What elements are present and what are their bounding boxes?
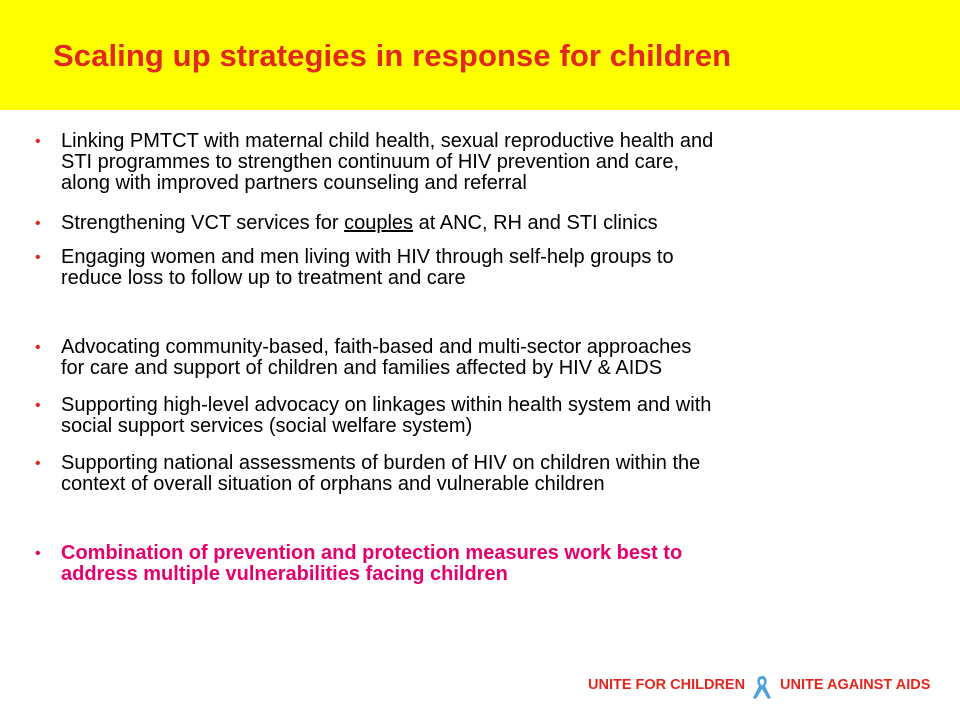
bullet-line: address multiple vulnerabilities facing children: [61, 563, 508, 585]
bullet-line: social support services (social welfare system): [61, 415, 473, 437]
bullet-dot: •: [35, 397, 41, 414]
bullet-line: Combination of prevention and protection measures work best to: [61, 542, 683, 564]
bullet-text: Strengthening VCT services for: [61, 212, 345, 234]
footer-unite-against-aids: UNITE AGAINST AIDS: [780, 677, 931, 693]
bullet-dot: •: [35, 339, 41, 356]
bullet-line: Supporting national assessments of burden of HIV on children within the: [61, 452, 701, 474]
title-band: [0, 0, 960, 110]
bullet-dot: •: [35, 215, 41, 232]
bullet-dot: •: [35, 249, 41, 266]
awareness-ribbon-icon: [748, 673, 776, 701]
footer-logo: [588, 673, 933, 701]
bullet-line: reduce loss to follow up to treatment and care: [61, 267, 466, 289]
bullet-dot: •: [35, 133, 41, 150]
bullet-dot: •: [35, 455, 41, 472]
bullet-line: STI programmes to strengthen continuum of HIV prevention and care,: [61, 151, 680, 173]
bullet-line: Advocating community-based, faith-based and multi-sector approaches: [61, 336, 692, 358]
bullet-line: Engaging women and men living with HIV through self-help groups to: [61, 246, 674, 268]
bullet-line: [61, 213, 946, 234]
bullet-line: context of overall situation of orphans and vulnerable children: [61, 473, 605, 495]
bullet-dot: •: [35, 545, 41, 562]
bullet-line: Linking PMTCT with maternal child health, sexual reproductive health and: [61, 130, 714, 152]
footer-unite-for-children: UNITE FOR CHILDREN: [588, 677, 746, 693]
underlined-term: couples: [344, 212, 414, 234]
bullet-line: for care and support of children and families affected by HIV & AIDS: [61, 357, 663, 379]
bullet-line: along with improved partners counseling and referral: [61, 172, 527, 194]
bullet-text: at ANC, RH and STI clinics: [413, 212, 658, 234]
slide-title: Scaling up strategies in response for children: [53, 38, 732, 73]
bullet-line: Supporting high-level advocacy on linkages within health system and with: [61, 394, 712, 416]
